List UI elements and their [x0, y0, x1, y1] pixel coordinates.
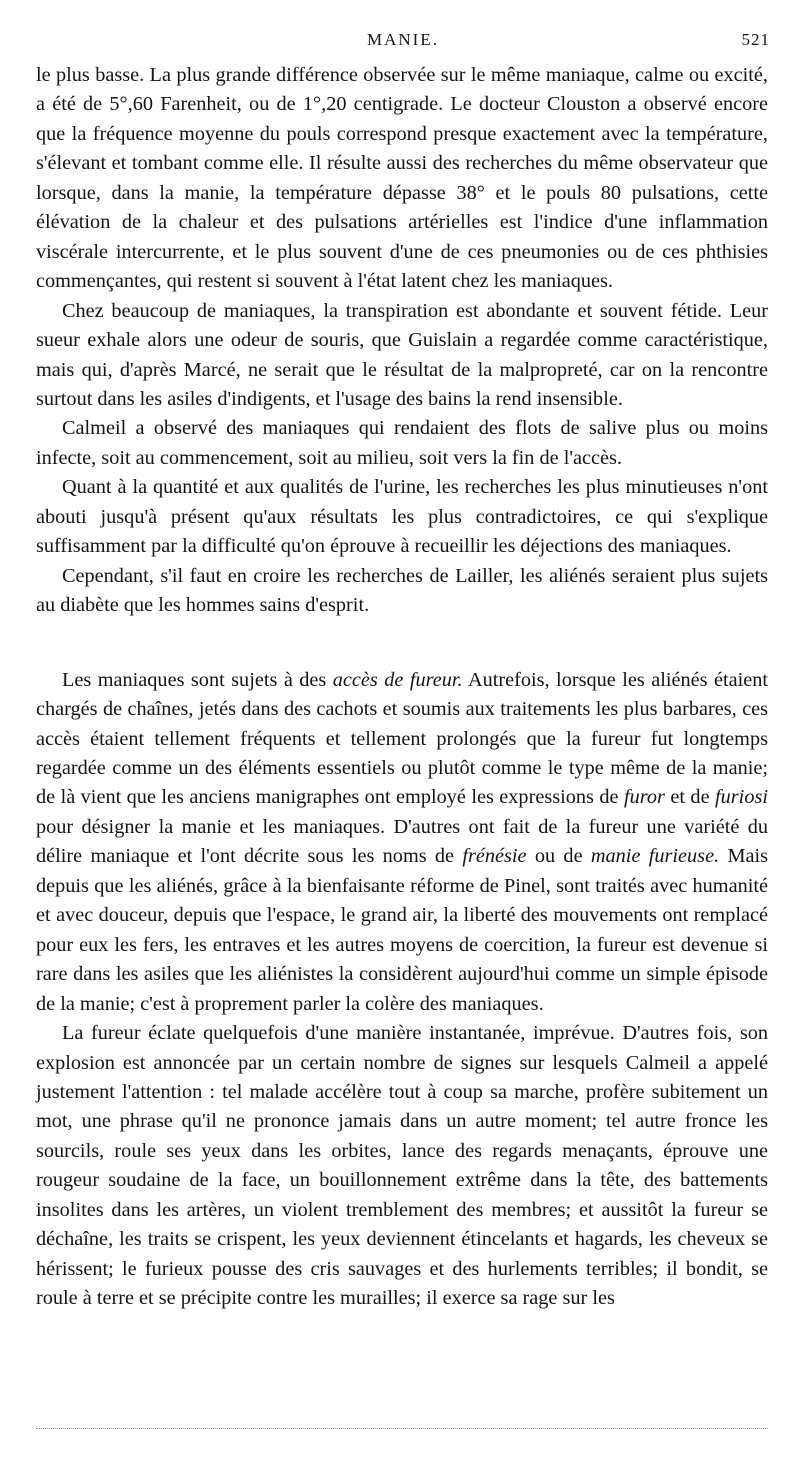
text-run: ou de — [526, 845, 591, 868]
emphasis-furiosi: furiosi — [715, 786, 768, 809]
running-title: MANIE. — [367, 30, 439, 49]
text-run: et de — [664, 786, 716, 809]
emphasis-manie-furieuse: manie furieuse. — [590, 845, 720, 868]
paragraph-explosion: La fureur éclate quelquefois d'une manière instantanée, imprévue. D'autres fois, son explosion est annoncée par un certain nombre de signes sur lesquels Calmeil a appelé justement l'attention : tel malade accélère tout à coup sa marche, profère subitement un mot, une phrase qu'il ne prononce jamais dans un autre moment; tel autre fronce les sourcils, roule ses yeux dans les orbites, lance des regards menaçants, éprouve une rougeur soudaine de la face, un bouillonnement extrême dans la tête, des battements insolites dans les artères, un violent tremblement des membres; et aussitôt la fureur se déchaîne, les traits se crispent, les yeux deviennent étincelants et hagards, les cheveux se hérissent; le furieux pousse des cris sauvages et des hurlements terribles; il bondit, se roule à terre et se précipite contre les murailles; il exerce sa rage sur les — [36, 1022, 768, 1310]
page-number: 521 — [741, 30, 770, 49]
paragraph-temperature: le plus basse. La plus grande différence observée sur le même maniaque, calme ou excité, a été de 5°,60 Farenheit, ou de 1°,20 centigrade. Le docteur Clouston a observé encore que la fréquence moyenne du pouls correspond presque exactement avec la température, s'élevant et tombant comme elle. Il résulte aussi des recherches du même observateur que lorsque, dans la manie, la température dépasse 38° et le pouls 80 pulsations, cette élévation de la chaleur et des pulsations artérielles est l'indice d'une inflammation viscérale intercurrente, et le plus souvent d'une de ces pneumonies ou de ces phthisies commençantes, qui restent si souvent à l'état latent chez les maniaques. — [36, 64, 768, 293]
paragraph-fureur — [36, 666, 768, 1019]
paragraph-salive: Calmeil a observé des maniaques qui rendaient des flots de salive plus ou moins infecte, soit au commencement, soit au milieu, soit vers la fin de l'accès. — [36, 417, 768, 469]
paragraph-diabete: Cependant, s'il faut en croire les recherches de Lailler, les aliénés seraient plus sujets au diabète que les hommes sains d'esprit. — [36, 564, 768, 617]
paragraph-urine: Quant à la quantité et aux qualités de l'urine, les recherches les plus minutieuses n'ont abouti jusqu'à présent qu'aux résultats les plus contradictoires, ce qui s'explique suffisamment par la difficulté qu'on éprouve à recueillir les déjections des maniaques. — [36, 476, 768, 558]
footer-dotted-rule — [36, 1428, 768, 1429]
section-break — [36, 621, 768, 666]
running-header — [36, 30, 770, 56]
page-body — [36, 61, 768, 1314]
emphasis-frenesie: frénésie — [462, 845, 527, 868]
text-run: Mais depuis que les aliénés, grâce à la bienfaisante réforme de Pinel, sont traités avec humanité et avec douceur, depuis que l'espace, le grand air, la liberté des mouvements ont remplacé pour eux les fers, les entraves et les autres moyens de coercition, la fureur est devenue si rare dans les asiles que les aliénistes la considèrent aujourd'hui comme un simple épisode de la manie; c'est à proprement parler la colère des maniaques. — [36, 845, 769, 1015]
text-run: pour désigner la manie et les maniaques. D'autres ont fait de la fureur une variété du délire maniaque et l'ont décrite sous les noms de — [36, 815, 768, 868]
text-run: Les maniaques sont sujets à des — [62, 668, 333, 691]
emphasis-acces-de-fureur: accès de fureur. — [332, 668, 463, 691]
text-run: Autrefois, lorsque les aliénés étaient chargés de chaînes, jetés dans des cachots et soumis aux traitements les plus barbares, ces accès étaient tellement fréquents et tellement prolongés que la fureur fut longtemps regardée comme un des éléments essentiels ou plutôt comme le type même de la manie; de là vient que les anciens manigraphes ont employé les expressions de — [36, 668, 768, 809]
paragraph-transpiration: Chez beaucoup de maniaques, la transpiration est abondante et souvent fétide. Leur sueur exhale alors une odeur de souris, que Guislain a regardée comme caractéristique, mais qui, d'après Marcé, ne serait que le résultat de la malpropreté, car on la rencontre surtout dans les asiles d'indigents, et l'usage des bains la rend insensible. — [36, 299, 768, 410]
emphasis-furor: furor — [623, 786, 665, 809]
